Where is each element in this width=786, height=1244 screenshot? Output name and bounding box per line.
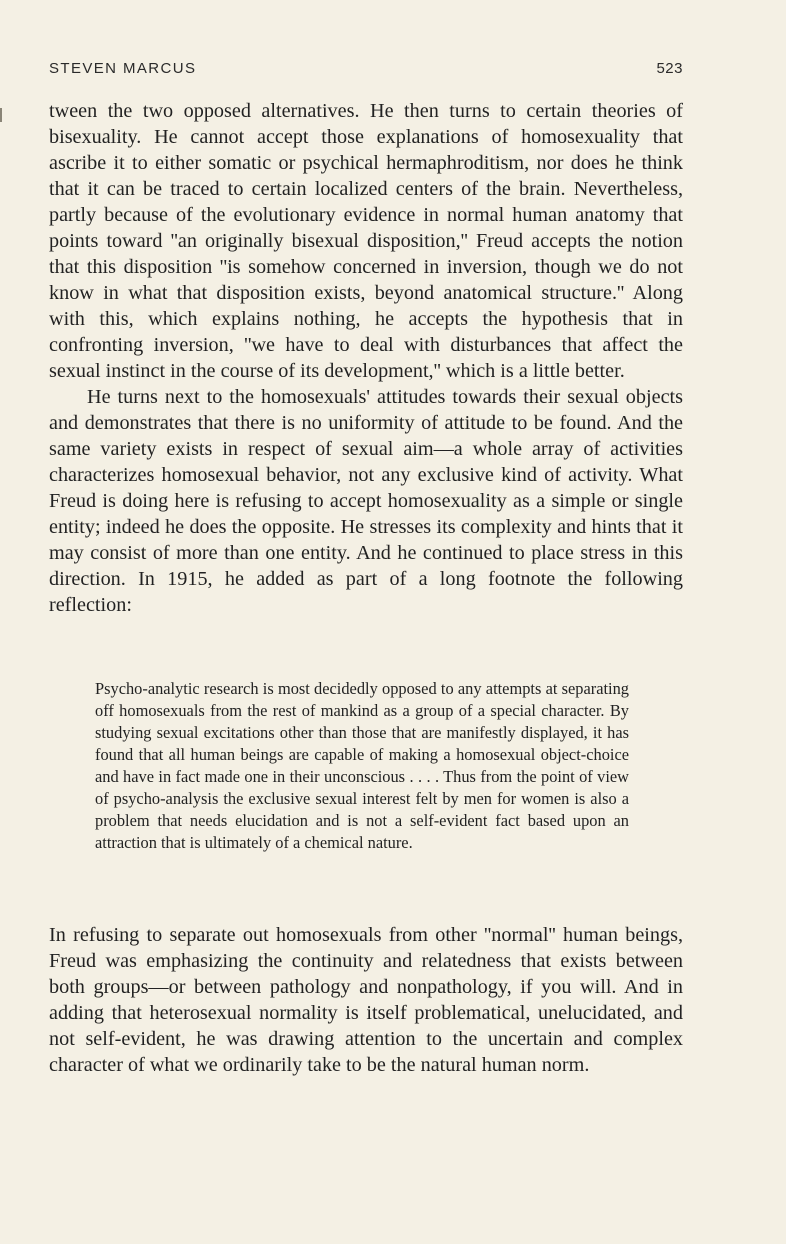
main-text	[49, 98, 683, 618]
block-quote-text: Psycho-analytic research is most decidedly opposed to any attempts at separating off homosexuals from the rest of mankind as a group of a special character. By studying sexual excitations other than those that are manifestly displayed, it has found that all human beings are capable of making a homosexual object-choice and have in fact made one in their unconscious . . . . Thus from the point of view of psycho-analysis the exclusive sexual interest felt by men for women is also a problem that needs elucidation and is not a self-evident fact based upon an attraction that is ultimately of a chemical nature.	[95, 679, 629, 852]
paragraph-3: In refusing to separate out homosexuals from other ''normal'' human beings, Freud was emphasizing the continuity and relatedness that exists between both groups—or between pathology and nonpathology, if you will. And in adding that heterosexual normality is itself problematical, unelucidated, and not self-evident, he was drawing attention to the uncertain and complex character of what we ordinarily take to be the natural human norm.	[49, 924, 683, 1076]
closing-text	[49, 922, 683, 1078]
running-head	[49, 60, 683, 84]
page-edge-mark	[0, 108, 2, 122]
paragraph-2: He turns next to the homosexuals' attitudes towards their sexual objects and demonstrates that there is no uniformity of attitude to be found. And the same variety exists in respect of sexual aim—a whole array of activities characterizes homosexual behavior, not any exclusive kind of activity. What Freud is doing here is refusing to accept homosexuality as a simple or single entity; indeed he does the opposite. He stresses its complexity and hints that it may consist of more than one entity. And he continued to place stress in this direction. In 1915, he added as part of a long footnote the following reflection:	[49, 386, 683, 616]
page-number: 523	[656, 60, 683, 77]
running-head-author: STEVEN MARCUS	[49, 60, 197, 77]
block-quote	[95, 678, 629, 854]
paragraph-1: tween the two opposed alternatives. He then turns to certain theories of bisexuality. He cannot accept those explanations of homosexuality that ascribe it to either somatic or psychical hermaphroditism, nor does he think that it can be traced to certain localized centers of the brain. Nevertheless, partly because of the evolutionary evidence in normal human anatomy that points toward ''an originally bisexual disposition,'' Freud accepts the notion that this disposition ''is somehow concerned in inversion, though we do not know in what that disposition exists, beyond anatomical structure.'' Along with this, which explains nothing, he accepts the hypothesis that in confronting inversion, ''we have to deal with disturbances that affect the sexual instinct in the course of its development,'' which is a little better.	[49, 100, 683, 382]
